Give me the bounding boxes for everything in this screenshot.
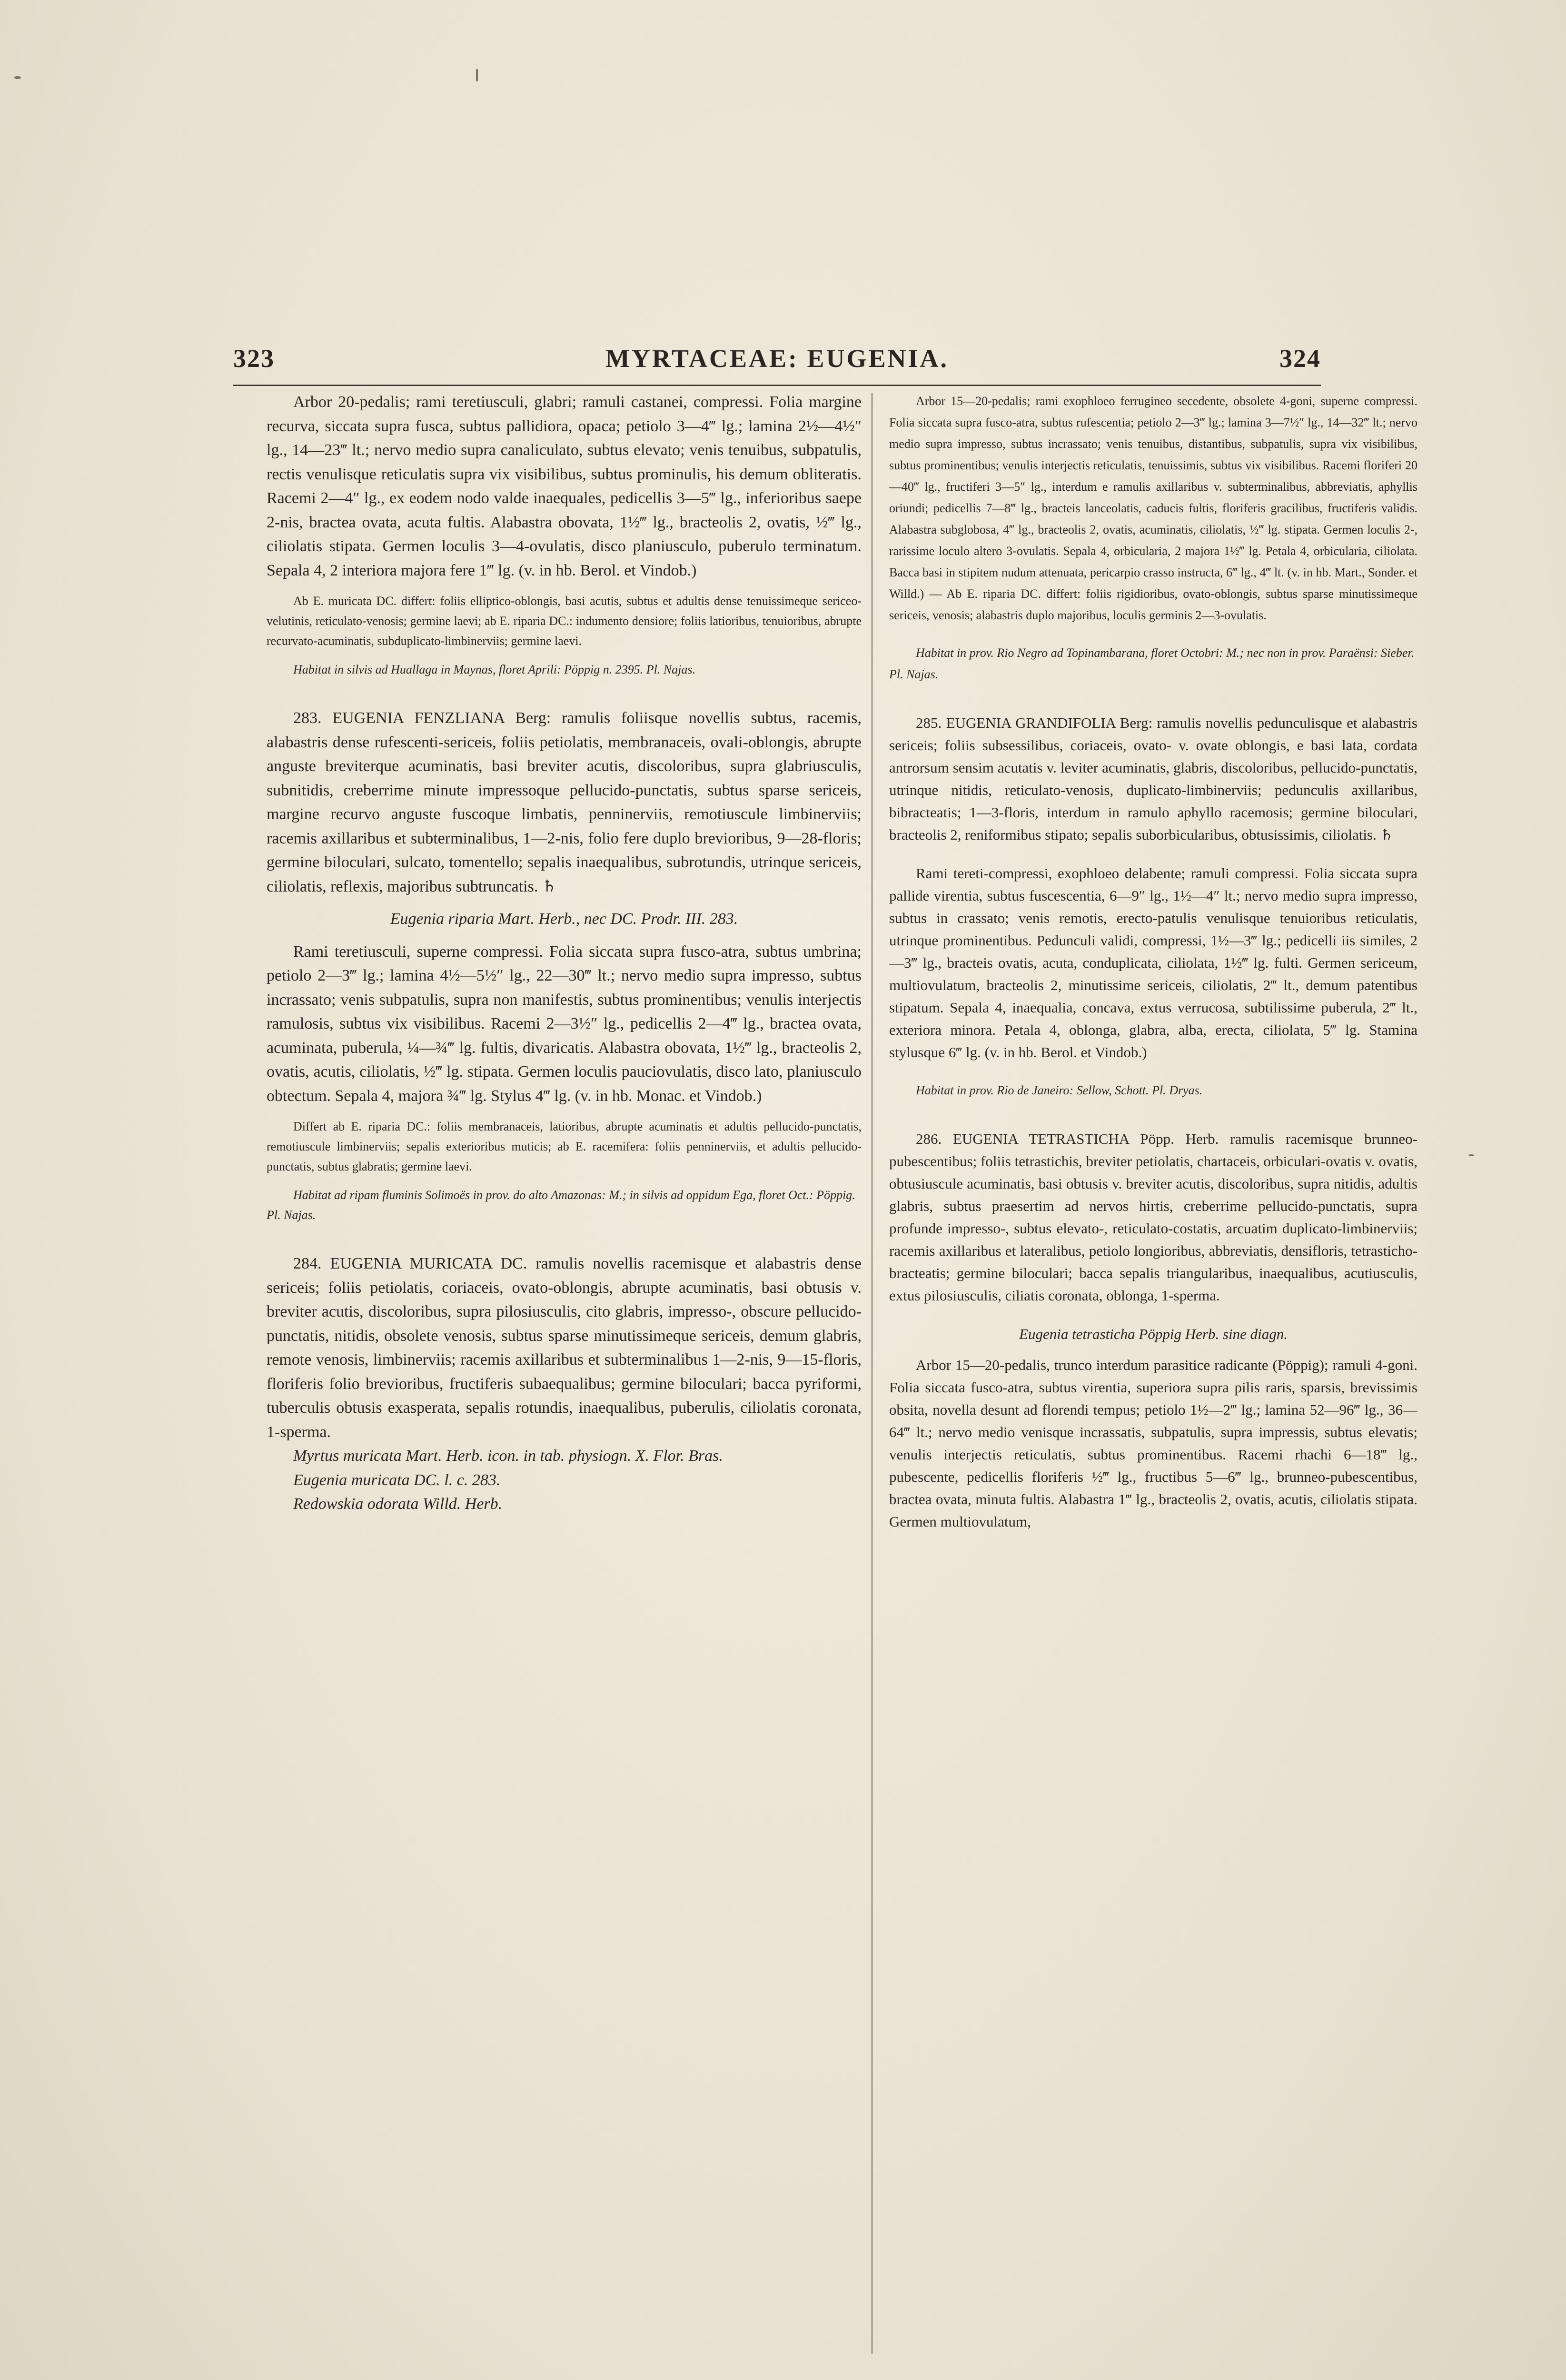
habitat-note: Habitat in prov. Rio de Janeiro: Sellow, Schott. Pl. Dryas. — [916, 1083, 1203, 1097]
species-description: Rami tereti-compressi, exophloeo delabente; ramuli compressi. Folia siccata supra pallide virentia, subtus fuscescentia, 6—9″ lg., 1½—4″ lt.; nervo medio supra impresso, subtus in crassato; venis remotis, erecto-patulis venulisque tenuioribus reticulatis, utrinque prominentibus. Pedunculi validi, compressi, 1½—3‴ lg.; pedicelli iis similes, 2—3‴ lg., bracteis ovatis, acuta, conduplicata, ciliolata, 1½‴ lg. fulti. Germen sericeum, multiovulatum, bracteolis 2, minutissime sericeis, ciliolatis, 2‴ lt., demum patentibus stipatum. Sepala 4, inaequalia, concava, extus verrucosa, subtilissime puberula, 2‴ lt., exteriora minora. Petala 4, oblonga, glabra, alba, erecta, ciliolata, 5‴ lg. Stamina stylusque 6‴ lg. (v. in hb. Berol. et Vindob.) — [889, 865, 1417, 1061]
species-diagnosis: 286. EUGENIA TETRASTICHA Pöpp. Herb. ramulis racemisque brunneo-pubescentibus; foliis tetrastichis, breviter petiolatis, chartaceis, orbiculari-ovatis v. ovatis, obtusiuscule acuminatis, basi obtusis v. breviter acutis, discoloribus, supra nitidis, adultis glabris, subtus praesertim ad nervos hirtis, creberrime pellucido-punctatis, supra profunde impresso-, subtus elevato-, reticulato-costatis, arcuatim duplicato-limbinerviis; racemis axillaribus et lateralibus, petiolo longioribus, abbreviatis, densifloris, tetrasticho-bracteatis; germine biloculari; bacca sepalis triangularibus, inaequalibus, acutiusculis, extus pilosiusculis, ciliatis coronata, oblonga, 1-sperma. — [889, 1130, 1417, 1304]
synonym-citation: Eugenia muricata DC. l. c. 283. — [293, 1471, 501, 1489]
species-diagnosis: 285. EUGENIA GRANDIFOLIA Berg: ramulis novellis pedunculisque et alabastris sericeis; foliis subsessilibus, coriaceis, ovato- v. ovate oblongis, e basi lata, cordata antrorsum sensim acutatis v. leviter acuminatis, glabris, discoloribus, pellucido-punctatis, utrinque nitidis, reticulato-venosis, duplicato-limbinerviis; pedunculis axillaribus, bibracteatis; 1—3-floris, interdum in ramulo aphyllo racemosis; germine biloculari, bracteolis 2, reniformibus stipato; sepalis suborbicularibus, obtusissimis, ciliolatis. ♄ — [889, 714, 1417, 843]
running-title: MYRTACEAE: EUGENIA. — [605, 344, 949, 373]
habitat-note: Habitat ad ripam fluminis Solimoës in prov. do alto Amazonas: M.; in silvis ad oppidum Ega, floret Oct.: Pöppig. Pl. Najas. — [267, 1188, 855, 1222]
synonym-citation: Myrtus muricata Mart. Herb. icon. in tab. physiogn. X. Flor. Bras. — [293, 1447, 723, 1465]
right-column — [889, 390, 1417, 2351]
species-description: Arbor 15—20-pedalis; rami exophloeo ferrugineo secedente, obsolete 4-goni, superne compressi. Folia siccata supra fusco-atra, subtus rufescentia; petiolo 2—3‴ lg.; lamina 3—7½″ lg., 14—32‴ lt.; nervo medio supra impresso, subtus incrassato; venis tenuibus, distantibus, subpatulis, supra vix visibilibus, subtus prominentibus; venulis interjectis reticulatis, tenuissimis, subtus vix visibilibus. Racemi floriferi 20—40‴ lg., fructiferi 3—5″ lg., interdum e ramulis axillaribus v. subterminalibus, abbreviatis, aphyllis oriundi; pedicellis 7—8‴ lg., bracteis lanceolatis, caducis fultis, floriferis gracilibus, fructiferis validis. Alabastra subglobosa, 4‴ lg., bracteolis 2, ovatis, acuminatis, ciliolatis, ½‴ lg. stipata. Germen loculis 2-, rarissime loculo altero 3-ovulatis. Sepala 4, orbicularia, 2 majora 1½‴ lg. Petala 4, orbicularia, ciliolata. Bacca basi in stipitem nudum attenuata, pericarpio crasso instructa, 6‴ lg., 4‴ lt. (v. in hb. Mart., Sonder. et Willd.) — Ab E. riparia DC. differt: foliis rigidioribus, ovato-oblongis, subtus sparse minutissimeque sericeis, venosis; alabastris duplo majoribus, loculis germinis 2—3-ovulatis. — [889, 394, 1417, 622]
synonym-citation: Redowskia odorata Willd. Herb. — [293, 1495, 503, 1513]
species-description: Arbor 20-pedalis; rami teretiusculi, glabri; ramuli castanei, compressi. Folia margine recurva, siccata supra fusca, subtus pallidiora, opaca; petiolo 3—4‴ lg.; lamina 2½—4½″ lg., 14—23‴ lt.; nervo medio supra canaliculato, subtus elevato; venis tenuibus, subpatulis, rectis venulisque reticulatis supra vix visibilibus, subtus prominulis, his demum obliteratis. Racemi 2—4″ lg., ex eodem nodo valde inaequales, pedicellis 3—5‴ lg., inferioribus saepe 2-nis, bractea ovata, acuta fultis. Alabastra obovata, 1½‴ lg., bracteolis 2, ovatis, ½‴ lg., ciliolatis stipata. Germen loculis 3—4-ovulatis, disco planiusculo, puberulo terminatum. Sepala 4, 2 interiora majora fere 1‴ lg. (v. in hb. Berol. et Vindob.) — [267, 393, 862, 579]
paper-speck — [476, 69, 478, 81]
paper-speck — [1468, 1154, 1474, 1156]
synonym-citation: Eugenia riparia Mart. Herb., nec DC. Prodr. III. 283. — [390, 910, 738, 928]
differential-note: Differt ab E. riparia DC.: foliis membranaceis, latioribus, abrupte acuminatis et adultis pellucido-punctatis, remotiuscule limbinerviis; sepalis exterioribus muticis; ab E. racemifera: foliis penninerviis, et adultis pellucido-punctatis, subtus glabratis; germine laevi. — [267, 1120, 862, 1173]
page-header — [233, 339, 1321, 377]
header-rule — [233, 385, 1321, 386]
differential-note: Ab E. muricata DC. differt: foliis elliptico-oblongis, basi acutis, subtus et adultis dense tenuissimeque sericeo-velutinis, reticulato-venosis; germine laevi; ab E. riparia DC.: indumento densiore; foliis latioribus, tenuioribus, abrupte recurvato-acuminatis, subduplicato-limbinerviis; germine laevi. — [267, 594, 862, 648]
habitat-note: Habitat in silvis ad Huallaga in Maynas, floret Aprili: Pöppig n. 2395. Pl. Najas. — [293, 663, 695, 676]
species-description: Arbor 15—20-pedalis, trunco interdum parasitice radicante (Pöppig); ramuli 4-goni. Folia siccata fusco-atra, subtus virentia, superiora supra pilis raris, sparsis, brevissimis obsita, novella desunt ad florendi tempus; petiolo 1½—2‴ lg.; lamina 52—96‴ lg., 36—64‴ lt.; nervo medio venisque incrassatis, subpatulis, supra impressis, subtus elevatis; venulis interjectis reticulatis, subtus prominentibus. Racemi rhachi 6—18‴ lg., pubescente, pedicellis floriferis ½‴ lg., fructibus 5—6‴ lg., brunneo-pubescentibus, bractea ovata, minuta fultis. Alabastra 1‴ lg., bracteolis 2, ovatis, acutis, ciliolatis stipata. Germen multiovulatum, — [889, 1357, 1417, 1530]
left-column — [267, 390, 862, 2351]
species-diagnosis: 283. EUGENIA FENZLIANA Berg: ramulis foliisque novellis subtus, racemis, alabastris dense rufescenti-sericeis, foliis petiolatis, membranaceis, ovali-oblongis, abrupte anguste breviterque acuminatis, basi breviter acutis, discoloribus, supra glabriusculis, subnitidis, creberrime minute impressoque pellucido-punctatis, subtus sparse sericeis, margine recurvo anguste fuscoque limbatis, penninerviis, remotiuscule limbinerviis; racemis axillaribus et subterminalibus, 1—2-nis, folio fere duplo brevioribus, 9—28-floris; germine biloculari, sulcato, tomentello; sepalis inaequalibus, subrotundis, utrinque sericeis, ciliolatis, reflexis, majoribus subtruncatis. ♄ — [267, 709, 862, 895]
page-number-right: 324 — [1279, 344, 1321, 373]
paper-speck — [14, 76, 21, 79]
habitat-note: Habitat in prov. Rio Negro ad Topinambarana, floret Octobri: M.; nec non in prov. Paraënsi: Sieber. Pl. Najas. — [889, 646, 1415, 681]
species-description: Rami teretiusculi, superne compressi. Folia siccata supra fusco-atra, subtus umbrina; petiolo 2—3‴ lg.; lamina 4½—5½″ lg., 22—30‴ lt.; nervo medio supra impresso, subtus incrassato; venis subpatulis, supra non manifestis, subtus prominentibus; venulis interjectis ramulosis, subtus vix visibilibus. Racemi 2—3½″ lg., pedicellis 2—4‴ lg., bractea ovata, acuminata, puberula, ¼—¾‴ lg. fultis, divaricatis. Alabastra obovata, 1½‴ lg., bracteolis 2, ovatis, acutis, ciliolatis, ½‴ lg. stipata. Germen loculis pauciovulatis, disco lato, planiusculo obtectum. Sepala 4, majora ¾‴ lg. Stylus 4‴ lg. (v. in hb. Monac. et Vindob.) — [267, 942, 862, 1105]
synonym-citation: Eugenia tetrasticha Pöppig Herb. sine diagn. — [1019, 1326, 1288, 1342]
page-number-left: 323 — [233, 344, 275, 373]
species-diagnosis: 284. EUGENIA MURICATA DC. ramulis novellis racemisque et alabastris dense sericeis; foliis petiolatis, coriaceis, ovato-oblongis, abrupte acuminatis, basi obtusis v. breviter acutis, discoloribus, supra pilosiusculis, cito glabris, impresso-, obscure pellucido-punctatis, nitidis, obsolete venosis, subtus sparse minutissimeque sericeis, demum glabris, remote venosis, limbinerviis; racemis axillaribus et subterminalibus 1—2-nis, 9—15-floris, floriferis folio brevioribus, fructiferis subaequalibus; germine biloculari; bacca pyriformi, tuberculis obtusis exasperata, sepalis rotundis, inaequalibus, puberulis, ciliolatis coronata, 1-sperma. — [267, 1255, 862, 1441]
